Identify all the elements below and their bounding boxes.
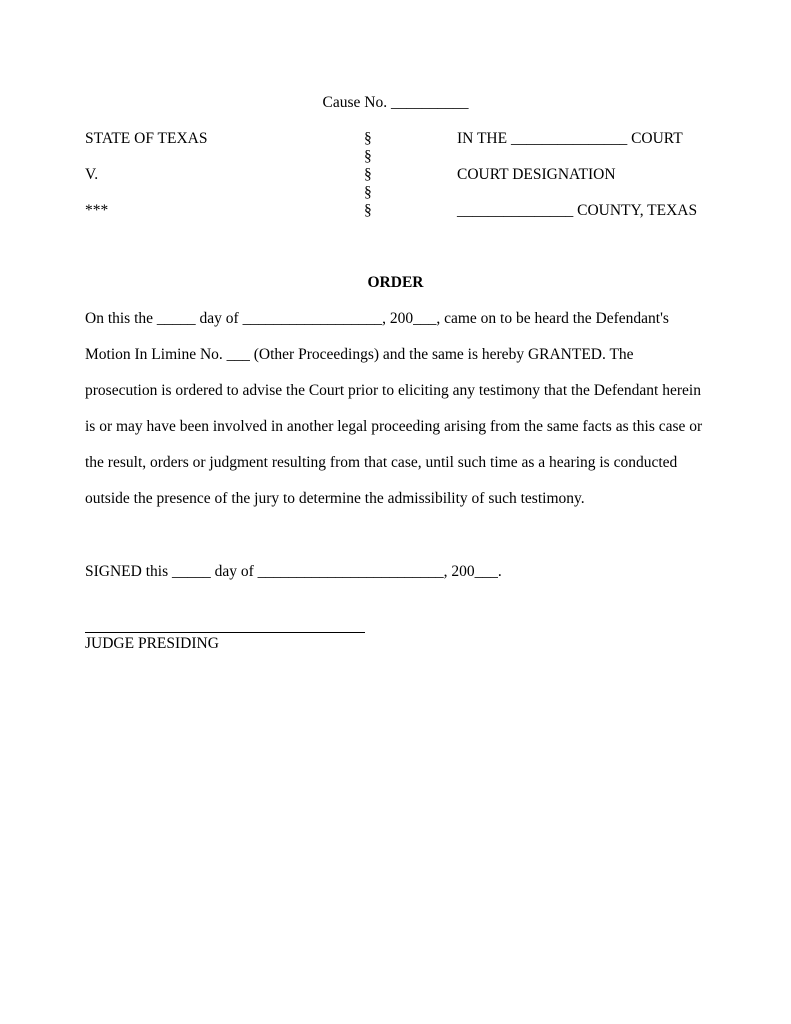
section-mark: § (364, 148, 372, 165)
cause-number: Cause No. __________ (322, 94, 469, 111)
body-line: On this the _____ day of __________________, 200___, came on to be heard the Defendant's (85, 310, 669, 327)
section-mark: § (364, 202, 372, 219)
body-line: outside the presence of the jury to determine the admissibility of such testimony. (85, 490, 585, 507)
caption-court: IN THE _______________ COURT (457, 130, 683, 147)
section-mark: § (364, 130, 372, 147)
signed-line: SIGNED this _____ day of ________________________, 200___. (85, 563, 502, 580)
caption-versus: V. (85, 166, 99, 183)
body-line: Motion In Limine No. ___ (Other Proceedings) and the same is hereby GRANTED. The (85, 346, 634, 363)
body-line: prosecution is ordered to advise the Court prior to eliciting any testimony that the Defendant herein (85, 382, 701, 399)
caption-defendant: *** (85, 202, 109, 219)
section-mark: § (364, 166, 372, 183)
order-title: ORDER (367, 274, 424, 291)
caption-party-state: STATE OF TEXAS (85, 130, 208, 147)
caption-court-designation: COURT DESIGNATION (457, 166, 616, 183)
judge-signature-line (85, 632, 365, 633)
caption-county: _______________ COUNTY, TEXAS (457, 202, 698, 219)
body-line: the result, orders or judgment resulting from that case, until such time as a hearing is conducted (85, 454, 678, 471)
body-line: is or may have been involved in another legal proceeding arising from the same facts as this case or (85, 418, 703, 435)
section-mark: § (364, 184, 372, 201)
judge-presiding-label: JUDGE PRESIDING (85, 635, 219, 652)
